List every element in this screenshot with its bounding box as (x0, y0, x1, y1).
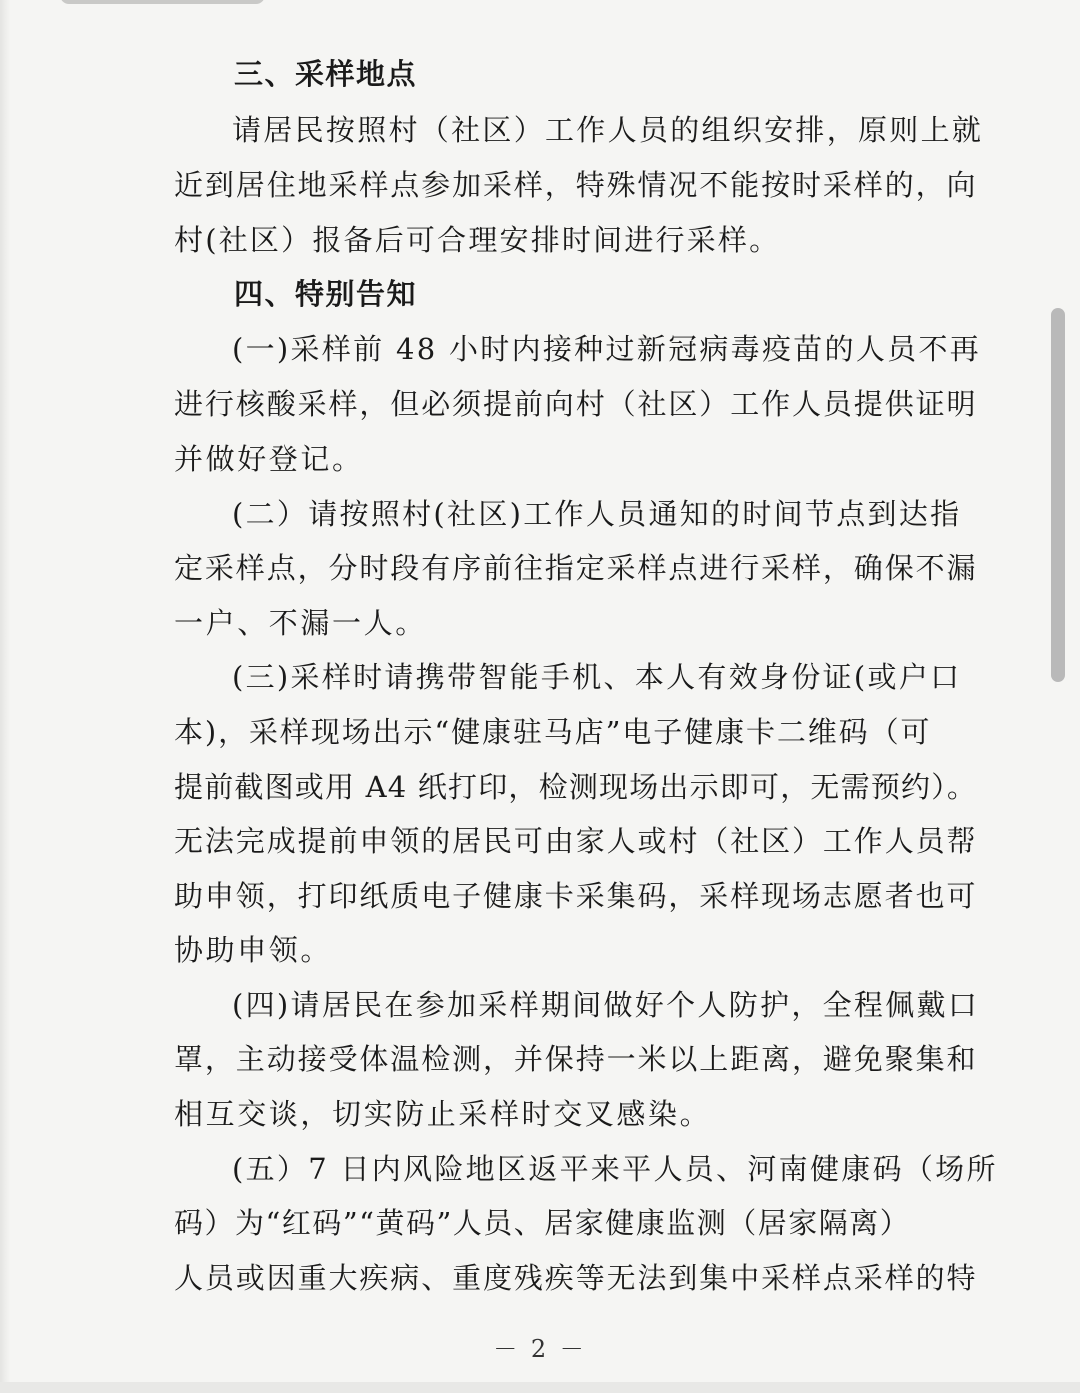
page-bottom-edge (0, 1382, 1080, 1393)
paragraph-line: (一)采样前 48 小时内接种过新冠病毒疫苗的人员不再 (232, 332, 982, 366)
page-left-edge (0, 0, 10, 1393)
paragraph-line: 人员或因重大疾病、重度残疾等无法到集中采样点采样的特 (174, 1261, 978, 1295)
paragraph-line: 村(社区）报备后可合理安排时间进行采样。 (174, 223, 781, 257)
section-heading-sampling-location: 三、采样地点 (234, 57, 418, 91)
scrollbar-thumb[interactable] (1051, 308, 1065, 682)
paragraph-line: 罩，主动接受体温检测，并保持一米以上距离，避免聚集和 (174, 1042, 978, 1076)
paragraph-line: 近到居住地采样点参加采样，特殊情况不能按时采样的，向 (174, 168, 978, 202)
paragraph-line: 请居民按照村（社区）工作人员的组织安排，原则上就 (232, 113, 984, 147)
paragraph-line: 相互交谈，切实防止采样时交叉感染。 (174, 1097, 712, 1131)
page-number: － 2 － (493, 1335, 587, 1363)
paragraph-line: (四)请居民在参加采样期间做好个人防护，全程佩戴口 (232, 988, 980, 1022)
paragraph-line: 协助申领。 (174, 933, 333, 967)
top-status-pill (60, 0, 265, 4)
paragraph-line: 定采样点，分时段有序前往指定采样点进行采样，确保不漏 (174, 551, 978, 585)
paragraph-line: (二）请按照村(社区)工作人员通知的时间节点到达指 (232, 497, 962, 531)
paragraph-line: 助申领，打印纸质电子健康卡采集码，采样现场志愿者也可 (174, 879, 978, 913)
section-heading-special-notice: 四、特别告知 (234, 277, 418, 311)
paragraph-line: 本)，采样现场出示“健康驻马店”电子健康卡二维码（可 (174, 715, 932, 749)
paragraph-line: 无法完成提前申领的居民可由家人或村（社区）工作人员帮 (174, 824, 978, 858)
paragraph-line: (五）7 日内风险地区返平来平人员、河南健康码（场所 (232, 1152, 998, 1186)
paragraph-line: 并做好登记。 (174, 442, 364, 476)
paragraph-line: 码）为“红码”“黄码”人员、居家健康监测（居家隔离） (174, 1206, 911, 1240)
paragraph-line: 一户、不漏一人。 (174, 606, 427, 640)
paragraph-line: (三)采样时请携带智能手机、本人有效身份证(或户口 (232, 660, 962, 694)
paragraph-line: 进行核酸采样，但必须提前向村（社区）工作人员提供证明 (174, 387, 978, 421)
paragraph-line: 提前截图或用 A4 纸打印，检测现场出示即可，无需预约）。 (174, 770, 978, 804)
